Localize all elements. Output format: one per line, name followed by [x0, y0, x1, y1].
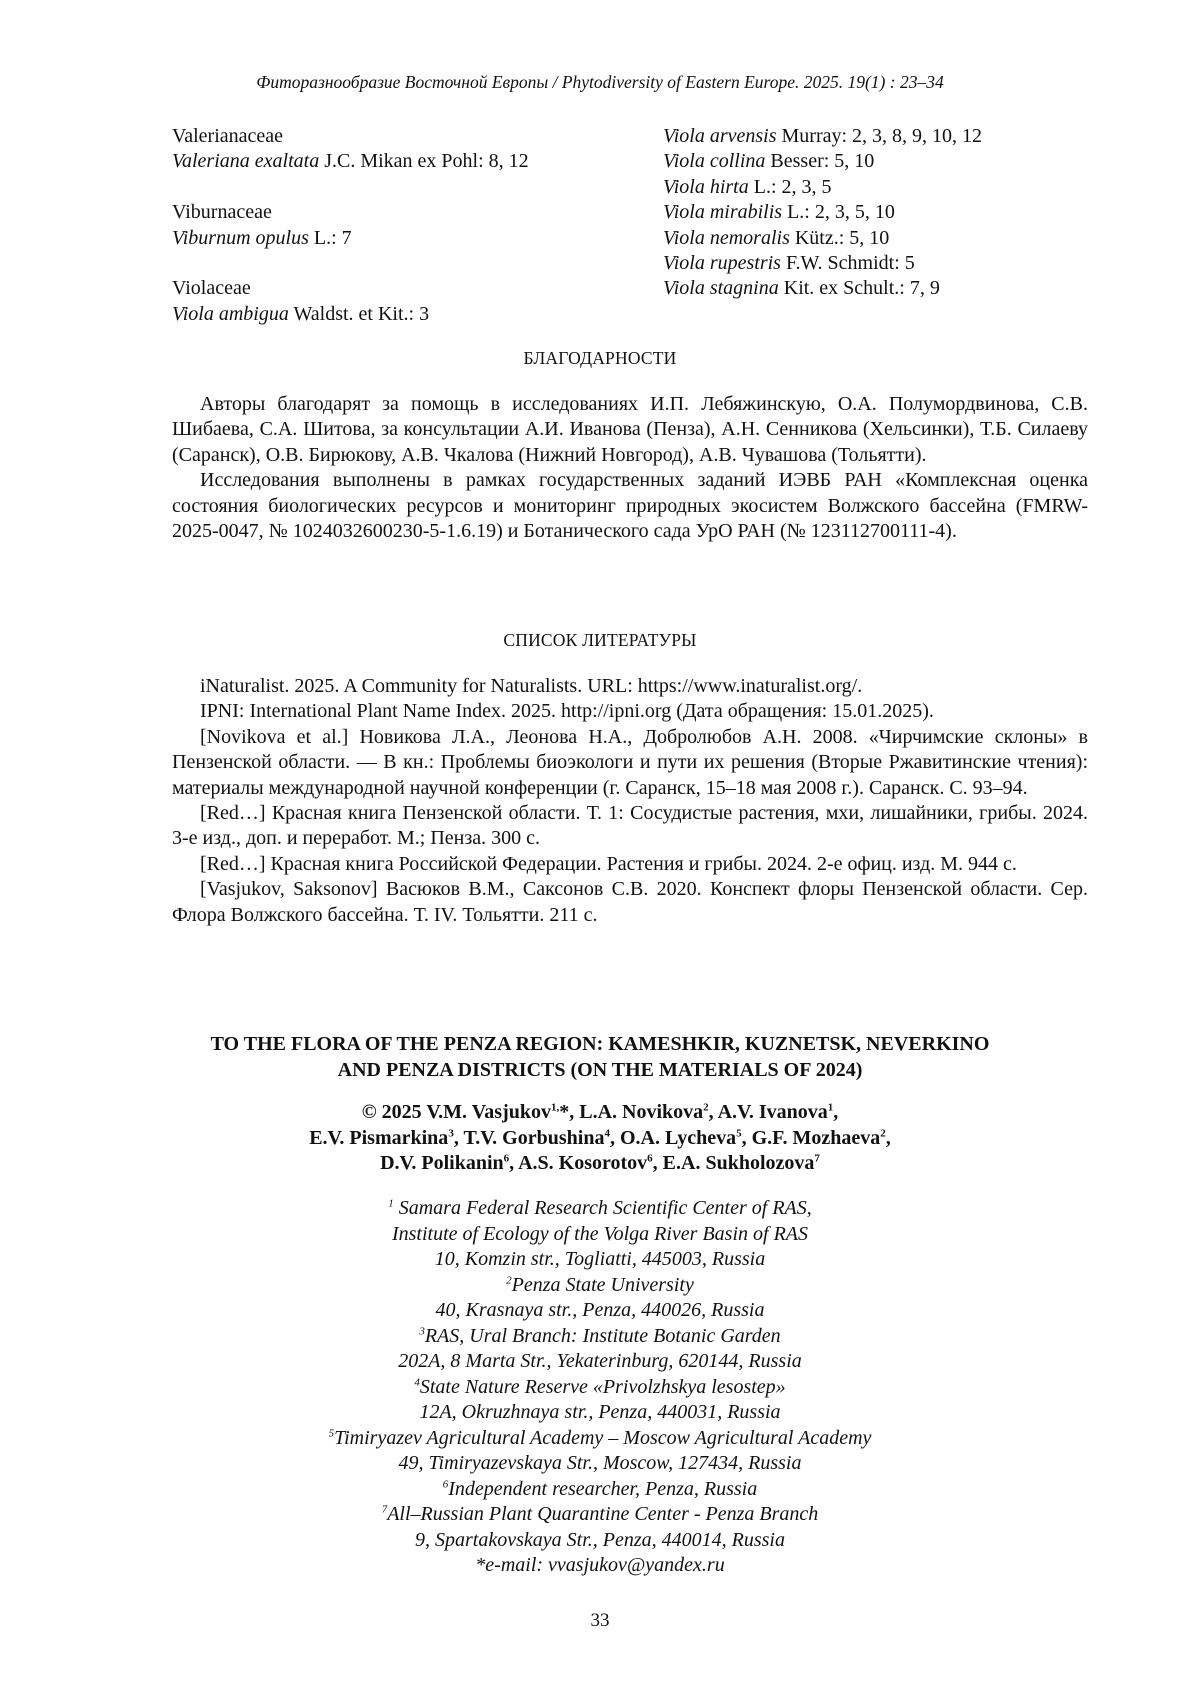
affiliation-line: [140, 1298, 1060, 1324]
species-entry: [663, 276, 1083, 301]
affiliation-marker: 2: [703, 1101, 709, 1113]
species-authority-localities: Kit. ex Schult.: 7, 9: [779, 277, 940, 299]
reference-item: [Red…] Красная книга Российской Федерации. Растения и грибы. 2024. 2-е офиц. изд. М. 944 с.: [172, 852, 1088, 877]
species-entry: [663, 226, 1083, 251]
affiliation-marker: 5: [329, 1427, 335, 1439]
affiliation-marker: 3: [419, 1325, 425, 1337]
affiliation-text: Independent researcher, Penza, Russia: [448, 1478, 757, 1500]
species-authority-localities: Kütz.: 5, 10: [790, 227, 889, 249]
affiliation-line: [140, 1477, 1060, 1503]
species-binomial: Viola hirta: [663, 176, 749, 198]
author-line: [140, 1151, 1060, 1177]
affiliation-text: Timiryazev Agricultural Academy – Moscow Agricultural Academy: [334, 1427, 871, 1449]
blank-line: [172, 251, 632, 276]
affiliation-text: 40, Krasnaya str., Penza, 440026, Russia: [436, 1299, 765, 1321]
affiliation-line: [140, 1324, 1060, 1350]
author-separator: ,: [833, 1101, 838, 1123]
species-binomial: Viola ambigua: [172, 303, 289, 325]
author-separator: ,: [886, 1127, 891, 1149]
affiliation-text: Samara Federal Research Scientific Center of RAS,: [394, 1197, 812, 1219]
species-authority-localities: Waldst. et Kit.: 3: [289, 303, 429, 325]
affiliation-marker: 4: [604, 1127, 610, 1139]
species-binomial: Viola stagnina: [663, 277, 779, 299]
affiliation-marker: 4: [414, 1376, 420, 1388]
affiliation-list: [140, 1196, 1060, 1579]
affiliation-text: 9, Spartakovskaya Str., Penza, 440014, Russia: [415, 1529, 785, 1551]
author-name: T.V. Gorbushina: [463, 1127, 604, 1149]
affiliation-text: *e-mail: vvasjukov@yandex.ru: [475, 1554, 724, 1576]
affiliation-marker: 1,: [551, 1101, 559, 1113]
species-entry: [663, 251, 1083, 276]
affiliation-marker: 3: [448, 1127, 454, 1139]
species-entry: [663, 124, 1083, 149]
author-name: V.M. Vasjukov: [426, 1101, 551, 1123]
author-name: E.A. Sukholozova: [663, 1152, 815, 1174]
affiliation-marker: 5: [736, 1127, 742, 1139]
species-entry: [172, 226, 632, 251]
species-binomial: Viola mirabilis: [663, 201, 782, 223]
reference-item: [Novikova et al.] Новикова Л.А., Леонова Н.А., Добролюбов А.Н. 2008. «Чирчимские склоны» в Пензенской области. — В кн.: Проблемы биоэкологи и пути их решения (Вторые Ржавитинские чтения): материалы международной научной конференции (г. Саранск, 15–18 мая 2008 г.). Саранск. С. 93–94.: [172, 725, 1088, 801]
author-line: [140, 1126, 1060, 1152]
acknowledgements-heading: БЛАГОДАРНОСТИ: [160, 348, 1040, 369]
family-name: Valerianaceae: [172, 124, 632, 149]
affiliation-marker: 1: [388, 1197, 394, 1209]
species-binomial: Viola arvensis: [663, 125, 777, 147]
blank-line: [172, 175, 632, 200]
species-authority-localities: L.: 7: [309, 227, 352, 249]
species-entry: [663, 149, 1083, 174]
reference-item: [Red…] Красная книга Пензенской области. Т. 1: Сосудистые растения, мхи, лишайники, грибы. 2024. 3-е изд., доп. и переработ. М.; Пенза. 300 с.: [172, 801, 1088, 852]
reference-item: iNaturalist. 2025. A Community for Naturalists. URL: https://www.inaturalist.org/.: [172, 674, 1088, 699]
affiliation-marker: 7: [382, 1503, 388, 1515]
affiliation-text: 49, Timiryazevskaya Str., Moscow, 127434, Russia: [399, 1452, 802, 1474]
species-binomial: Viola collina: [663, 150, 765, 172]
affiliation-line: [140, 1349, 1060, 1375]
species-list-right-column: [663, 124, 1083, 302]
acknowledgements-paragraph: Авторы благодарят за помощь в исследованиях И.П. Лебяжинскую, О.А. Полумордвинова, С.В. Шибаева, С.А. Шитова, за консультации А.И. Иванова (Пенза), А.Н. Сенникова (Хельсинки), Т.Б. Силаеву (Саранск), О.В. Бирюкову, А.В. Чкалова (Нижний Новгород), А.В. Чувашова (Тольятти).: [172, 392, 1088, 468]
document-page: [0, 0, 1200, 1697]
family-name: Viburnaceae: [172, 200, 632, 225]
author-separator: *,: [559, 1101, 579, 1123]
affiliation-text: Penza State University: [512, 1274, 694, 1296]
author-separator: ,: [653, 1152, 663, 1174]
title-line: AND PENZA DISTRICTS (ON THE MATERIALS OF 2024): [140, 1057, 1060, 1083]
species-binomial: Viburnum opulus: [172, 227, 309, 249]
affiliation-line: [140, 1222, 1060, 1248]
author-separator: ,: [509, 1152, 518, 1174]
species-binomial: Valeriana exaltata: [172, 150, 319, 172]
affiliation-marker: 7: [814, 1152, 820, 1164]
species-binomial: Viola rupestris: [663, 252, 781, 274]
acknowledgements-body: [172, 392, 1088, 544]
page-number: 33: [560, 1610, 640, 1632]
acknowledgements-paragraph: Исследования выполнены в рамках государственных заданий ИЭВБ РАН «Комплексная оценка состояния биологических ресурсов и мониторинг природных экосистем Волжского бассейна (FMRW-2025-0047, № 1024032600230-5-1.6.19) и Ботанического сада УрО РАН (№ 123112700111-4).: [172, 468, 1088, 544]
affiliation-text: RAS, Ural Branch: Institute Botanic Garden: [425, 1325, 781, 1347]
author-separator: ,: [742, 1127, 752, 1149]
author-separator: ,: [709, 1101, 718, 1123]
affiliation-marker: 2: [506, 1274, 512, 1286]
affiliation-text: State Nature Reserve «Privolzhskya lesostep»: [420, 1376, 786, 1398]
references-list: [172, 674, 1088, 928]
affiliation-marker: 6: [647, 1152, 653, 1164]
species-authority-localities: L.: 2, 3, 5: [749, 176, 832, 198]
species-binomial: Viola nemoralis: [663, 227, 790, 249]
affiliation-text: 10, Komzin str., Togliatti, 445003, Russia: [435, 1248, 765, 1270]
affiliation-marker: 6: [504, 1152, 510, 1164]
running-head: Фиторазнообразие Восточной Европы / Phytodiversity of Eastern Europe. 2025. 19(1) : 23–34: [160, 72, 1040, 93]
affiliation-line: [140, 1273, 1060, 1299]
author-name: D.V. Polikanin: [380, 1152, 504, 1174]
author-name: G.F. Mozhaeva: [752, 1127, 881, 1149]
title-line: TO THE FLORA OF THE PENZA REGION: KAMESHKIR, KUZNETSK, NEVERKINO: [140, 1031, 1060, 1057]
species-authority-localities: F.W. Schmidt: 5: [781, 252, 915, 274]
affiliation-line: [140, 1528, 1060, 1554]
english-article-title: [140, 1031, 1060, 1083]
affiliation-text: 12A, Okruzhnaya str., Penza, 440031, Russia: [419, 1401, 780, 1423]
copyright-year: © 2025: [362, 1101, 427, 1123]
affiliation-line: [140, 1426, 1060, 1452]
species-entry: [172, 149, 632, 174]
author-name: E.V. Pismarkina: [309, 1127, 448, 1149]
species-entry: [663, 200, 1083, 225]
affiliation-line: [140, 1400, 1060, 1426]
affiliation-text: All–Russian Plant Quarantine Center - Penza Branch: [387, 1503, 818, 1525]
author-line: [140, 1100, 1060, 1126]
references-heading: СПИСОК ЛИТЕРАТУРЫ: [160, 630, 1040, 651]
affiliation-line: [140, 1196, 1060, 1222]
species-entry: [172, 302, 632, 327]
author-name: O.A. Lycheva: [620, 1127, 736, 1149]
species-authority-localities: J.C. Mikan ex Pohl: 8, 12: [319, 150, 528, 172]
family-name: Violaceae: [172, 276, 632, 301]
author-name: A.V. Ivanova: [718, 1101, 828, 1123]
reference-item: [Vasjukov, Saksonov] Васюков В.М., Саксонов С.В. 2020. Конспект флоры Пензенской области. Сер. Флора Волжского бассейна. Т. IV. Тольятти. 211 с.: [172, 877, 1088, 928]
author-list: [140, 1100, 1060, 1177]
affiliation-line: [140, 1247, 1060, 1273]
author-name: A.S. Kosorotov: [518, 1152, 647, 1174]
affiliation-line: [140, 1451, 1060, 1477]
author-name: L.A. Novikova: [579, 1101, 703, 1123]
species-authority-localities: L.: 2, 3, 5, 10: [782, 201, 895, 223]
species-entry: [663, 175, 1083, 200]
affiliation-text: Institute of Ecology of the Volga River Basin of RAS: [392, 1223, 808, 1245]
affiliation-marker: 6: [443, 1478, 449, 1490]
affiliation-line: [140, 1502, 1060, 1528]
species-authority-localities: Besser: 5, 10: [765, 150, 874, 172]
reference-item: IPNI: International Plant Name Index. 2025. http://ipni.org (Дата обращения: 15.01.2025).: [172, 699, 1088, 724]
affiliation-line: [140, 1553, 1060, 1579]
species-list-left-column: [172, 124, 632, 327]
author-separator: ,: [454, 1127, 464, 1149]
affiliation-marker: 2: [880, 1127, 886, 1139]
affiliation-line: [140, 1375, 1060, 1401]
affiliation-text: 202A, 8 Marta Str., Yekaterinburg, 620144, Russia: [398, 1350, 802, 1372]
author-separator: ,: [610, 1127, 620, 1149]
species-authority-localities: Murray: 2, 3, 8, 9, 10, 12: [777, 125, 983, 147]
affiliation-marker: 1: [828, 1101, 834, 1113]
